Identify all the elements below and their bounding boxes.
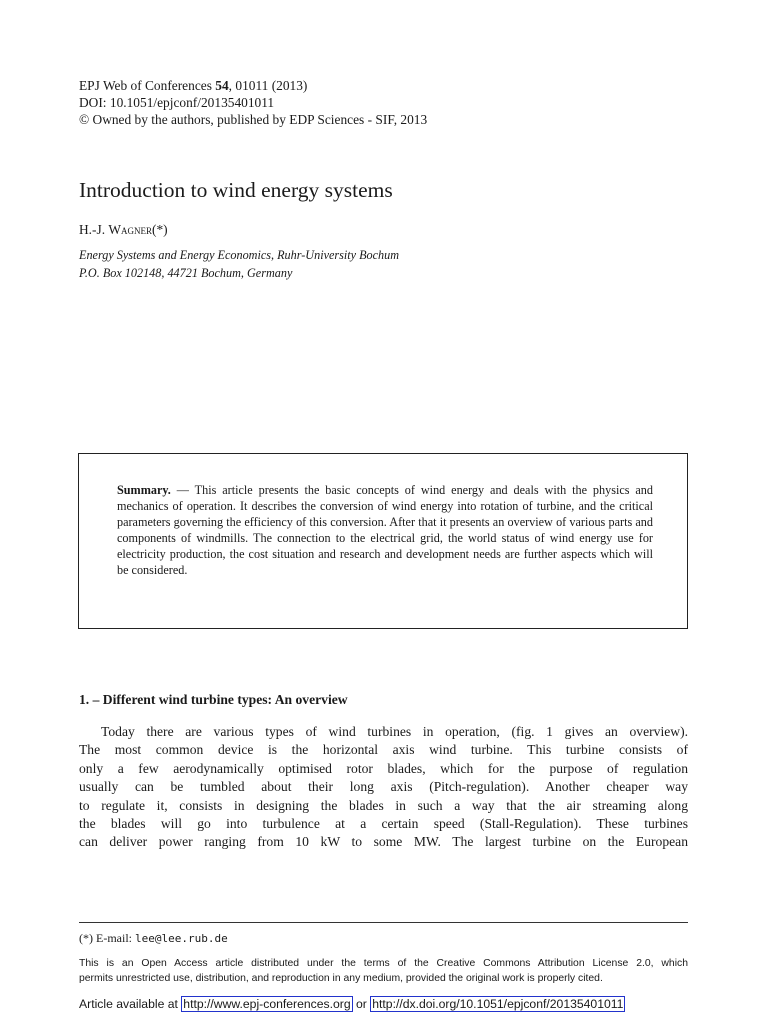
epj-conferences-link[interactable]: http://www.epj-conferences.org xyxy=(183,997,351,1011)
paper-title: Introduction to wind energy systems xyxy=(79,178,393,202)
doi-line: DOI: 10.1051/epjconf/20135401011 xyxy=(79,95,275,110)
section-heading: 1. – Different wind turbine types: An overview xyxy=(79,692,348,707)
paragraph-line: to regulate it, consists in designing the blades in such a way that the air streaming along xyxy=(79,797,688,813)
affiliation-line-2: P.O. Box 102148, 44721 Bochum, Germany xyxy=(79,266,293,280)
license-notice xyxy=(79,956,688,986)
email-address: lee@lee.rub.de xyxy=(135,932,228,945)
affiliation-line-1: Energy Systems and Energy Economics, Ruhr-University Bochum xyxy=(79,248,400,262)
copyright-line: © Owned by the authors, published by EDP Sciences - SIF, 2013 xyxy=(79,112,428,127)
author-line: H.-J. Wagner(*) xyxy=(79,222,168,237)
journal-citation: EPJ Web of Conferences 54, 01011 (2013) xyxy=(79,78,308,93)
paragraph-line: can deliver power ranging from 10 kW to some MW. The largest turbine on the European xyxy=(79,834,688,850)
license-line-2: permits unrestricted use, distribution, and reproduction in any medium, provided the original work is properly cited. xyxy=(79,973,603,984)
paragraph-line: the blades will go into turbulence at a certain speed (Stall-Regulation). These turbines xyxy=(79,815,688,831)
section-paragraph xyxy=(79,723,688,852)
author-surname: Wagner xyxy=(108,222,153,237)
volume-number: 54 xyxy=(215,78,229,93)
summary-text: Summary. — This article presents the basic concepts of wind energy and deals with the physics and mechanics of operation. It describes the conversion of wind energy into rotation of turbine, and the critical parameters governing the efficiency of this conversion. After that it presents an overview of various parts and components of windmills. The connection to the electrical grid, the world status of wind energy use for electricity production, the cost situation and research and development needs are further aspects which will be considered. xyxy=(117,483,653,577)
paragraph-line: Today there are various types of wind turbines in operation, (fig. 1 gives an overview). xyxy=(101,724,688,739)
article-availability: Article available at http://www.epj-conferences.org or http://dx.doi.org/10.1051/epjconf/20135401011 xyxy=(79,997,624,1011)
license-line-1: This is an Open Access article distributed under the terms of the Creative Commons Attribution License 2.0, which xyxy=(79,958,688,969)
doi-link[interactable]: http://dx.doi.org/10.1051/epjconf/20135401011 xyxy=(372,997,624,1011)
summary-label: Summary. xyxy=(117,483,171,497)
footnote: (*) E-mail: lee@lee.rub.de xyxy=(79,931,228,945)
paragraph-line: usually can be tumbled about their long axis (Pitch-regulation). Another cheaper way xyxy=(79,779,688,795)
footnote-divider xyxy=(79,922,688,923)
author-footnote-mark: (*) xyxy=(152,222,168,237)
paragraph-line: The most common device is the horizontal axis wind turbine. This turbine consists of xyxy=(79,742,688,758)
paragraph-line: only a few aerodynamically optimised rotor blades, which for the purpose of regulation xyxy=(79,760,688,776)
